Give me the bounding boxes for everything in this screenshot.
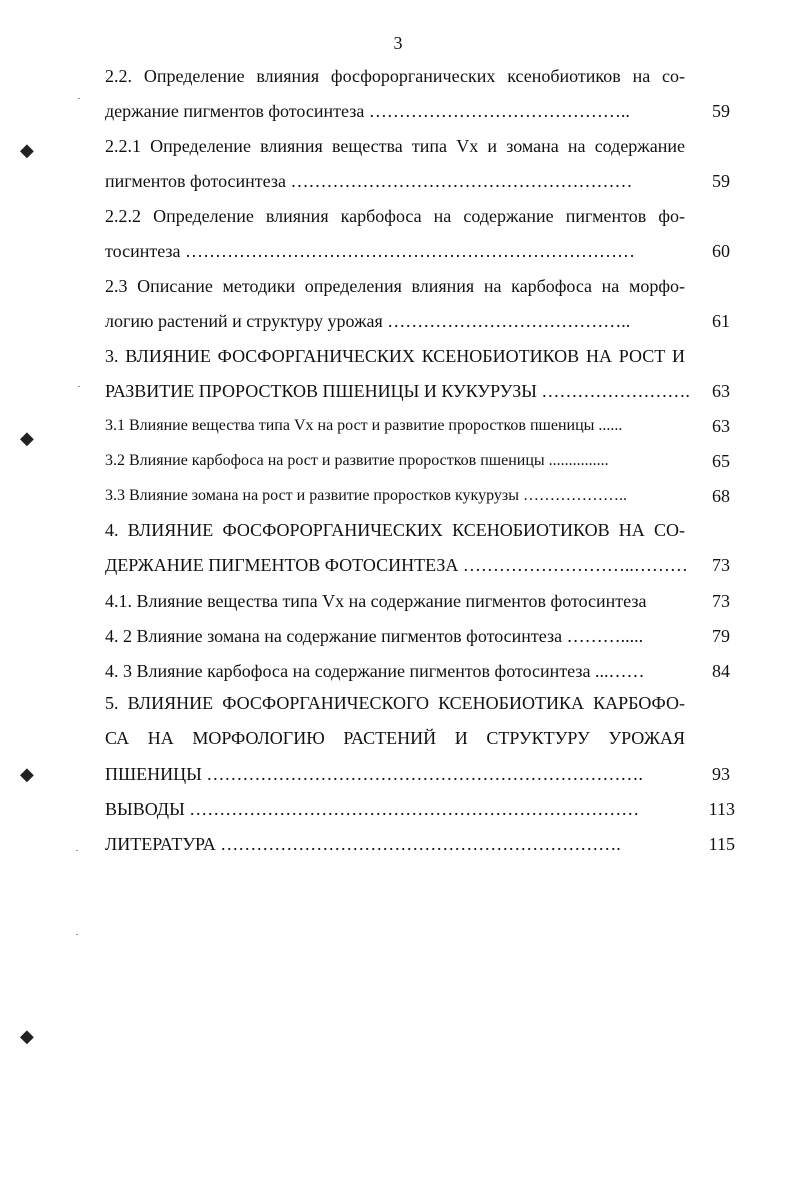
toc-entry-text: ДЕРЖАНИЕ ПИГМЕНТОВ ФОТОСИНТЕЗА ………………………..……… xyxy=(105,555,688,575)
scan-mark: ◆ xyxy=(20,140,34,160)
toc-entry-text: 5. ВЛИЯНИЕ ФОСФОРГАНИЧЕСКОГО КСЕНОБИОТИКА КАРБОФО- xyxy=(105,693,685,713)
toc-entry-text: тосинтеза ………………………………………………………………… xyxy=(105,241,636,261)
toc-entry-text: 4. 2 Влияние зомана на содержание пигментов фотосинтеза ………..... xyxy=(105,626,644,646)
scan-mark: ◆ xyxy=(20,428,34,448)
scan-speck xyxy=(78,386,80,387)
toc-page-number: 93 xyxy=(712,764,730,784)
toc-entry-text: 2.2.2 Определение влияния карбофоса на содержание пигментов фо- xyxy=(105,206,685,226)
toc-entry-text: РАЗВИТИЕ ПРОРОСТКОВ ПШЕНИЦЫ И КУКУРУЗЫ ……………………. xyxy=(105,381,690,401)
toc-page-number: 73 xyxy=(712,555,730,575)
toc-entry-text: держание пигментов фотосинтеза …………………………………….. xyxy=(105,101,630,121)
scan-speck xyxy=(78,98,80,99)
toc-entry-text: 4. 3 Влияние карбофоса на содержание пигментов фотосинтеза ...…… xyxy=(105,661,645,681)
toc-page-number: 73 xyxy=(712,591,730,611)
toc-entry-text: 2.2. Определение влияния фосфорорганических ксенобиотиков на со- xyxy=(105,66,685,86)
toc-page-number: 79 xyxy=(712,626,730,646)
toc-page-number: 68 xyxy=(712,486,730,506)
scan-mark: ◆ xyxy=(20,1026,34,1046)
toc-page-number: 59 xyxy=(712,171,730,191)
toc-entry-text: 3.2 Влияние карбофоса на рост и развитие проростков пшеницы ............... xyxy=(105,452,609,469)
toc-entry-text: 4.1. Влияние вещества типа Vx на содержание пигментов фотосинтеза xyxy=(105,591,647,611)
scan-speck xyxy=(76,934,78,935)
scan-mark: ◆ xyxy=(20,764,34,784)
toc-entry-text: пигментов фотосинтеза ………………………………………………… xyxy=(105,171,633,191)
toc-entry-text: 2.3 Описание методики определения влияния на карбофоса на морфо- xyxy=(105,276,685,296)
toc-page-number: 65 xyxy=(712,451,730,471)
toc-page-number: 59 xyxy=(712,101,730,121)
toc-entry-text: 3.3 Влияние зомана на рост и развитие проростков кукурузы ……………….. xyxy=(105,487,627,504)
toc-page-number: 84 xyxy=(712,661,730,681)
toc-page-number: 61 xyxy=(712,311,730,331)
toc-page-number: 63 xyxy=(712,381,730,401)
toc-entry-text: ПШЕНИЦЫ ………………………………………………………………. xyxy=(105,764,643,784)
toc-page-number: 60 xyxy=(712,241,730,261)
toc-entry-text: 4. ВЛИЯНИЕ ФОСФОРОРГАНИЧЕСКИХ КСЕНОБИОТИКОВ НА СО- xyxy=(105,520,685,540)
scan-speck xyxy=(76,850,78,851)
toc-entry-text: СА НА МОРФОЛОГИЮ РАСТЕНИЙ И СТРУКТУРУ УРОЖАЯ xyxy=(105,728,685,748)
page-number: 3 xyxy=(393,33,403,53)
toc-entry-text: ВЫВОДЫ ………………………………………………………………… xyxy=(105,799,640,819)
toc-entry-text: логию растений и структуру урожая ………………………………….. xyxy=(105,311,631,331)
toc-entry-text: 3.1 Влияние вещества типа Vx на рост и развитие проростков пшеницы ...... xyxy=(105,417,623,434)
toc-page-number: 115 xyxy=(708,834,735,854)
toc-entry-text: 2.2.1 Определение влияния вещества типа Vx и зомана на содержание xyxy=(105,136,685,156)
toc-entry-text: ЛИТЕРАТУРА …………………………………………………………. xyxy=(105,834,621,854)
toc-entry-text: 3. ВЛИЯНИЕ ФОСФОРГАНИЧЕСКИХ КСЕНОБИОТИКОВ НА РОСТ И xyxy=(105,346,685,366)
toc-page-number: 113 xyxy=(708,799,735,819)
toc-page-number: 63 xyxy=(712,416,730,436)
